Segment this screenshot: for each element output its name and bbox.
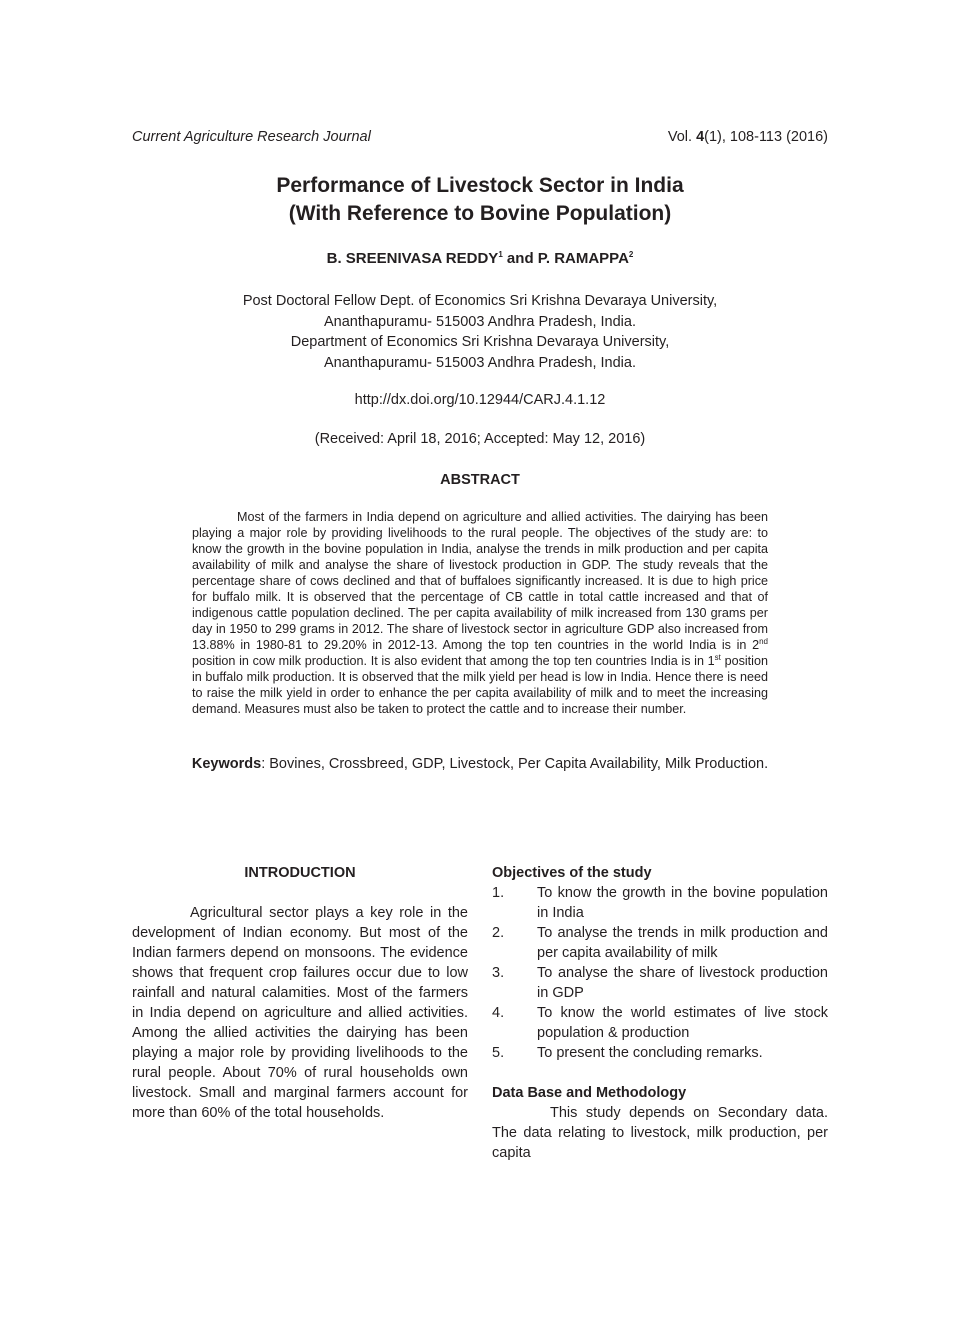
list-item: 4. To know the world estimates of live stock population & production: [492, 1005, 828, 1041]
introduction-heading: INTRODUCTION: [244, 865, 356, 881]
doi-link[interactable]: http://dx.doi.org/10.12944/CARJ.4.1.12: [354, 392, 606, 408]
affiliations: [132, 291, 828, 373]
title-line-1: Performance of Livestock Sector in India: [276, 174, 684, 197]
affiliation-line: Ananthapuramu- 515003 Andhra Pradesh, India.: [324, 313, 636, 330]
introduction-text: Agricultural sector plays a key role in the development of Indian economy. But most of the Indian farmers depend on monsoons. The evidence shows that frequent crop failures occur due to low rainfall and natural calamities. Most of the farmers in India depend on agriculture and allied activities. Among the allied activities the dairying has been playing a major role by providing livelihoods to the rural people. About 70% of rural households own livestock. Small and marginal farmers account for more than 60% of the total households.: [132, 905, 468, 1121]
objectives-list: [492, 883, 828, 1063]
authors: B. SREENIVASA REDDY$^1$ and P. RAMAPPA$^2$: [326, 250, 634, 267]
journal-name: Current Agriculture Research Journal: [132, 129, 371, 145]
list-item: 1. To know the growth in the bovine population in India: [492, 885, 828, 921]
abstract-heading: ABSTRACT: [440, 472, 520, 488]
keywords-list: : Bovines, Crossbreed, GDP, Livestock, Per Capita Availability, Milk Production.: [261, 756, 769, 772]
database-heading: Data Base and Methodology: [492, 1085, 687, 1101]
affiliation-line: Ananthapuramu- 515003 Andhra Pradesh, India.: [324, 354, 636, 371]
database-text: This study depends on Secondary data. The data relating to livestock, milk production, per capita: [492, 1105, 828, 1161]
list-item: 3. To analyse the share of livestock production in GDP: [492, 965, 828, 1001]
volume-info: Vol. 4(1), 108-113 (2016): [667, 129, 828, 145]
right-column: [492, 863, 828, 1163]
abstract-text: Most of the farmers in India depend on agriculture and allied activities. The dairying has been playing a major role by providing livelihoods to the rural people. The objectives of the study are: to know the growth in the bovine population in India, analyse the trends in milk production and per capita availability of milk and analyse the share of livestock production in GDP. The study reveals that the percentage share of cows declined and that of buffaloes significantly increased. It is due to high price for buffalo milk. It is observed that the percentage of CB cattle in total cattle increased and that of indigenous cattle population declined. The per capita availability of milk increased from 130 grams per day in 1950 to 299 grams in 2012. The share of livestock sector in agriculture GDP also increased from 13.88% in 1980-81 to 29.20% in 2012-13. Among the top ten countries in the world India is in 2nd position in cow milk production. It is also evident that among the top ten countries India is in 1st position in buffalo milk production. It is observed that the milk yield per head is low in India. Hence there is need to raise the milk yield in order to enhance the per capita availability of milk and to meet the increasing demand. Measures must also be taken to protect the cattle and to increase their number.: [192, 510, 768, 716]
keywords: [132, 756, 828, 772]
title-line-2: (With Reference to Bovine Population): [288, 202, 672, 225]
list-item: 5. To present the concluding remarks.: [492, 1045, 763, 1061]
left-column: [132, 863, 468, 1123]
affiliation-line: Department of Economics Sri Krishna Devaraya University,: [290, 334, 670, 350]
paper-title: [132, 172, 828, 228]
list-item: 2. To analyse the trends in milk production and per capita availability of milk: [492, 925, 828, 961]
affiliation-line: Post Doctoral Fellow Dept. of Economics Sri Krishna Devaraya University,: [242, 293, 718, 309]
received-dates: (Received: April 18, 2016; Accepted: May 12, 2016): [314, 431, 646, 447]
keywords-label: Keywords: [191, 756, 262, 772]
objectives-heading: Objectives of the study: [492, 865, 652, 881]
running-header: [132, 129, 828, 145]
